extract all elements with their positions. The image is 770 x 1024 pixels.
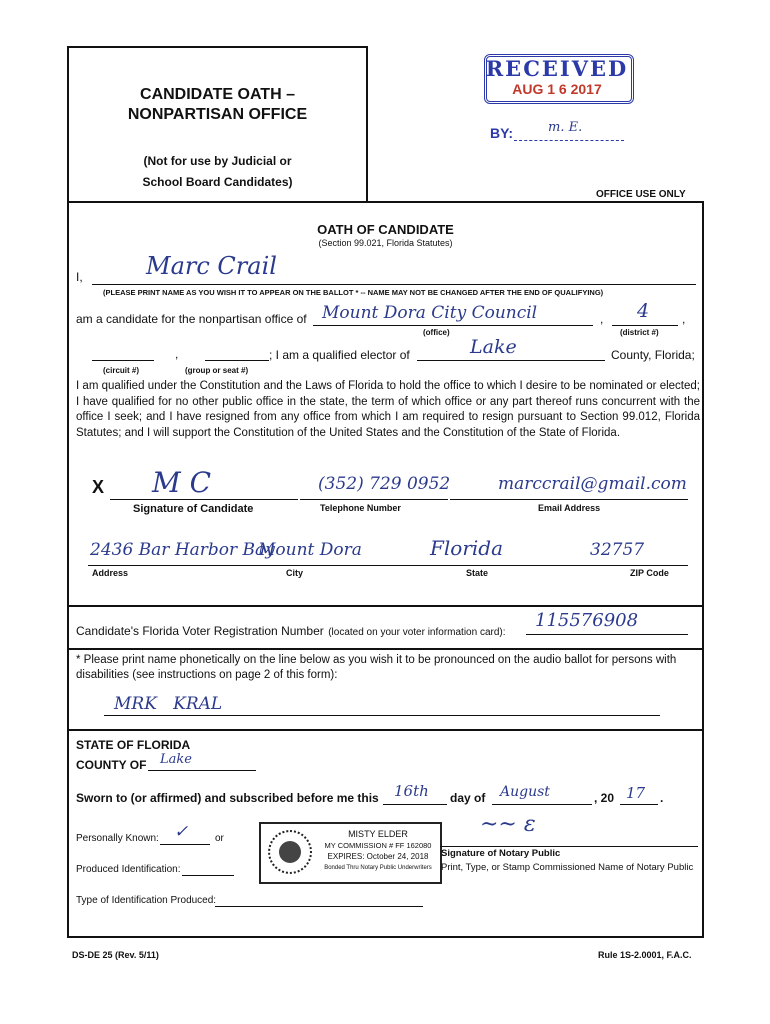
group-label: (group or seat #) — [185, 366, 249, 375]
oath-statute: (Section 99.021, Florida Statutes) — [318, 238, 453, 248]
phone-value: (352) 729 0952 — [318, 474, 451, 494]
phonetic-value: MRK KRAL — [114, 694, 223, 714]
seal-commission: MY COMMISSION # FF 162080 — [324, 841, 432, 850]
county-value: Lake — [470, 336, 517, 358]
day-value: 16th — [394, 782, 429, 800]
notary-county-label: COUNTY OF — [76, 758, 147, 772]
form-note-line2: School Board Candidates) — [142, 175, 293, 189]
district-value: 4 — [637, 300, 650, 322]
phonetic-instruction: * Please print name phonetically on the line below as you wish it to be pronounced on the audio ballot for persons with disabilities (see instructions on page 2 of this form): — [76, 654, 677, 681]
address-label: Address — [92, 568, 129, 578]
elector-text: ; I am a qualified elector of — [269, 348, 410, 362]
phone-label: Telephone Number — [320, 503, 401, 513]
notary-sig-label: Signature of Notary Public — [441, 848, 561, 859]
seal-name: MISTY ELDER — [348, 829, 408, 839]
produced-id-line — [182, 875, 234, 876]
signature-label: Signature of Candidate — [133, 503, 254, 515]
office-value: Mount Dora City Council — [322, 303, 538, 323]
voter-reg-line — [526, 634, 688, 635]
voter-reg-hint: (located on your voter information card): — [328, 627, 506, 638]
email-line — [450, 499, 688, 500]
divider-phonetic — [67, 648, 704, 650]
notary-county-value: Lake — [160, 752, 192, 767]
group-line — [205, 360, 269, 361]
sworn-text: Sworn to (or affirmed) and subscribed before me this — [76, 791, 379, 805]
received-stamp — [484, 52, 630, 104]
rule-citation: Rule 1S-2.0001, F.A.C. — [598, 950, 692, 960]
district-label: (district #) — [620, 328, 659, 337]
zip-value: 32757 — [590, 540, 645, 560]
month-value: August — [500, 784, 550, 800]
county-suffix: County, Florida; — [611, 348, 695, 362]
zip-label: ZIP Code — [630, 568, 669, 578]
year-line — [620, 804, 658, 805]
candidate-name: Marc Crail — [146, 252, 277, 280]
year-value: 17 — [626, 784, 646, 802]
seal-expires: EXPIRES: October 24, 2018 — [327, 852, 429, 861]
x-mark: X — [92, 477, 105, 497]
office-prefix: am a candidate for the nonpartisan office of — [76, 312, 307, 326]
office-comma: , — [600, 312, 604, 326]
personally-known-line — [160, 844, 210, 845]
produced-id-label: Produced Identification: — [76, 864, 181, 875]
notary-county-line — [148, 770, 256, 771]
form-note-line1: (Not for use by Judicial or — [143, 154, 292, 168]
voter-reg-row — [76, 622, 506, 640]
address-line — [88, 565, 688, 566]
personally-known-or: or — [215, 833, 224, 844]
month-line — [492, 804, 592, 805]
voter-reg-value: 115576908 — [535, 610, 639, 631]
notary-signature-line — [440, 846, 698, 847]
year-prefix: , 20 — [594, 791, 615, 805]
circuit-label: (circuit #) — [103, 366, 140, 375]
received-text: RECEIVED — [485, 56, 629, 81]
notary-seal-emblem-inner — [279, 841, 301, 863]
email-value: marccrail@gmail.com — [498, 474, 687, 494]
circuit-comma: , — [175, 347, 179, 361]
received-date: AUG 1 6 2017 — [512, 81, 602, 97]
office-label: (office) — [423, 328, 450, 337]
voter-reg-label: Candidate's Florida Voter Registration Number — [76, 624, 324, 638]
state-value: Florida — [430, 536, 503, 560]
personally-known-check: ✓ — [174, 822, 189, 842]
notary-seal-emblem — [268, 830, 312, 874]
email-label: Email Address — [538, 503, 601, 513]
name-instruction: (PLEASE PRINT NAME AS YOU WISH IT TO APPEAR ON THE BALLOT * -- NAME MAY NOT BE CHANGED AFTER THE END OF QUALIFYING) — [103, 288, 604, 297]
received-by-line — [514, 140, 624, 141]
day-line — [383, 804, 447, 805]
oath-paragraph: I am qualified under the Constitution and the Laws of Florida to hold the office to which I desire to be nominated or elected; I have qualified for no other public office in the state, the term of which office or any part thereof runs concurrent with the office I seek; and I have resigned from any office from which I am required to resign pursuant to Section 99.012, Florida Statutes; and I will support the Constitution of the United States and the Constitution of the State of Florida. — [76, 380, 700, 439]
personally-known-label: Personally Known: — [76, 833, 159, 844]
circuit-line — [92, 360, 154, 361]
form-number: DS-DE 25 (Rev. 5/11) — [72, 950, 159, 960]
notary-name-label: Print, Type, or Stamp Commissioned Name of Notary Public — [441, 862, 694, 873]
id-type-line — [215, 906, 423, 907]
phone-line — [300, 499, 448, 500]
city-label: City — [286, 568, 304, 578]
signature-line — [110, 499, 298, 500]
candidate-name-line — [92, 284, 696, 285]
state-label: State — [466, 568, 489, 578]
oath-heading: OATH OF CANDIDATE — [317, 222, 454, 237]
address-value: 2436 Bar Harbor Bay — [90, 540, 275, 560]
phonetic-line — [104, 715, 660, 716]
notary-signature: ~~ ε — [480, 812, 536, 837]
candidate-signature: M C — [152, 466, 211, 499]
received-by-label: BY: — [490, 125, 514, 141]
office-line — [313, 325, 593, 326]
city-value: Mount Dora — [258, 540, 362, 560]
notary-state: STATE OF FLORIDA — [76, 738, 191, 752]
seal-bonded: Bonded Thru Notary Public Underwriters — [324, 865, 432, 871]
received-by-value: m. E. — [548, 120, 583, 135]
notary-seal — [259, 822, 442, 884]
i-label: I, — [76, 270, 83, 284]
divider-notary — [67, 729, 704, 731]
id-type-label: Type of Identification Produced: — [76, 895, 217, 906]
form-title-line2: NONPARTISAN OFFICE — [127, 106, 308, 123]
district-comma: , — [682, 312, 686, 326]
district-line — [612, 325, 678, 326]
year-period: . — [660, 791, 664, 805]
office-use-only: OFFICE USE ONLY — [596, 189, 686, 200]
day-of: day of — [450, 791, 486, 805]
form-title-line1: CANDIDATE OATH – — [140, 86, 295, 103]
county-line — [417, 360, 605, 361]
divider-voter — [67, 605, 704, 607]
